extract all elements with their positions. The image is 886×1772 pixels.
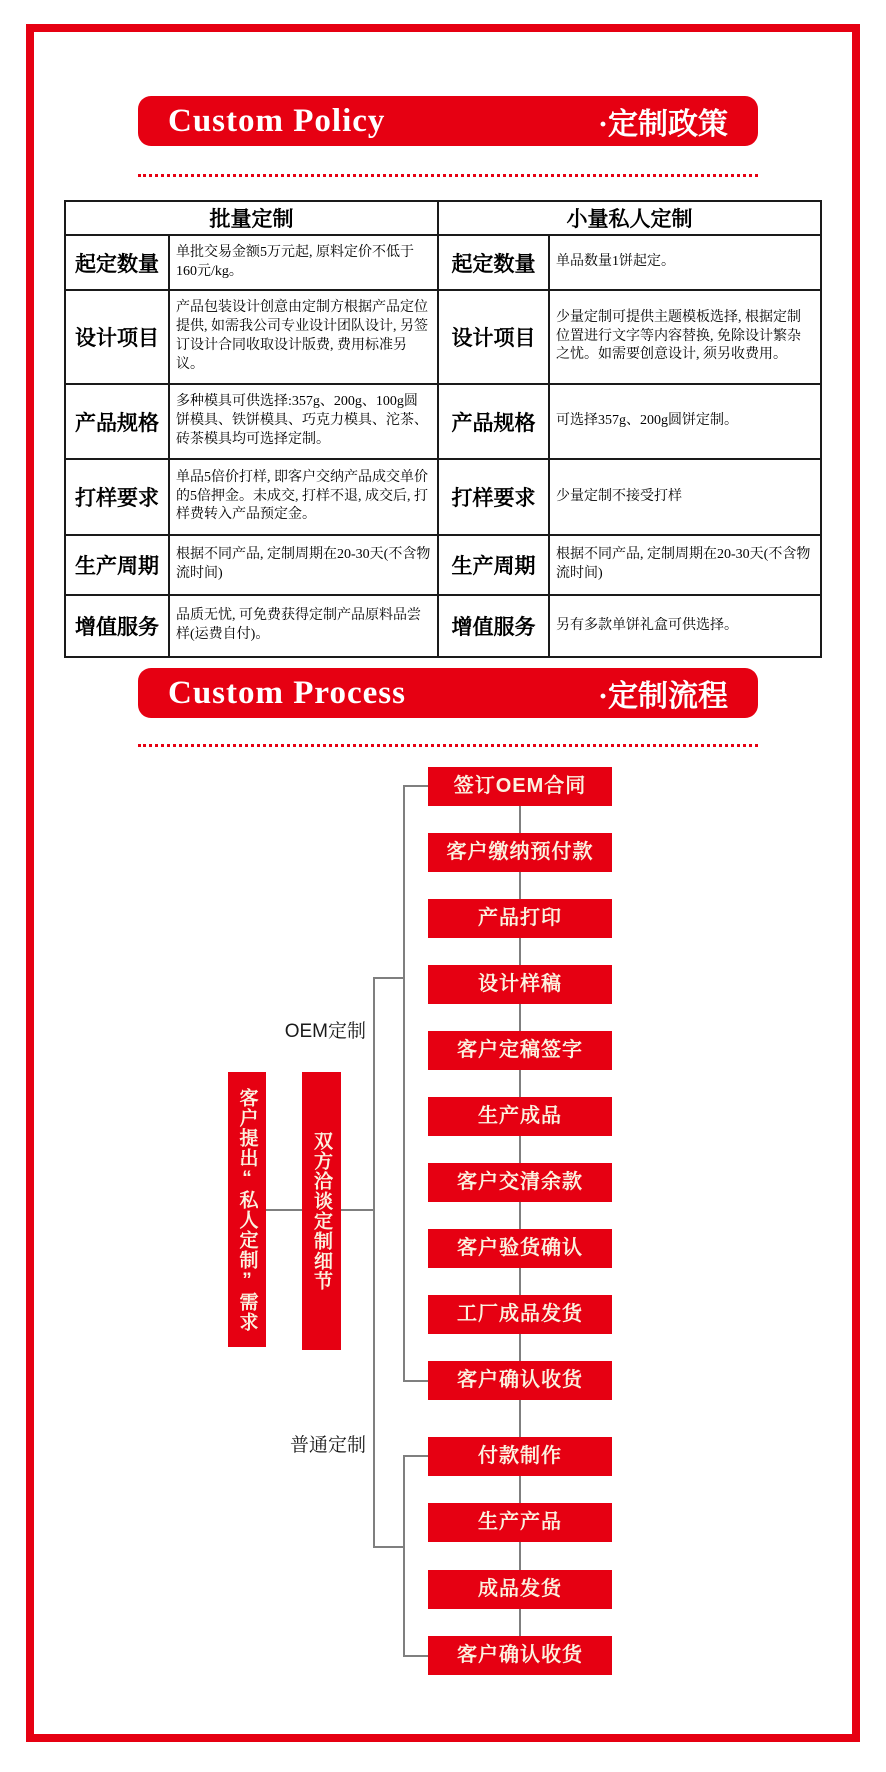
flow-step: 客户确认收货 bbox=[428, 1636, 612, 1675]
batch-cell: 品质无忧, 可免费获得定制产品原料品尝样(运费自付)。 bbox=[169, 595, 438, 657]
small-cell: 少量定制可提供主题模板选择, 根据定制位置进行文字等内容替换, 免除设计繁杂之忧。如需要创意设计, 须另收费用。 bbox=[549, 290, 821, 384]
process-banner-en: Custom Process bbox=[168, 674, 406, 711]
flow-step: 生产成品 bbox=[428, 1097, 612, 1136]
start-to-negotiate-line bbox=[266, 1209, 302, 1211]
normal-bracket-bottom-stub bbox=[403, 1655, 429, 1657]
small-cell: 单品数量1饼起定。 bbox=[549, 235, 821, 290]
row-label: 产品规格 bbox=[65, 384, 169, 459]
row-label: 增值服务 bbox=[65, 595, 169, 657]
main-branch-top-stub bbox=[373, 977, 405, 979]
oem-bracket-bottom-stub bbox=[403, 1380, 429, 1382]
main-branch-bottom-stub bbox=[373, 1546, 405, 1548]
small-column-header: 小量私人定制 bbox=[438, 201, 821, 235]
flow-step: 客户确认收货 bbox=[428, 1361, 612, 1400]
batch-cell: 多种模具可供选择:357g、200g、100g圆饼模具、铁饼模具、巧克力模具、沱茶、砖茶模具均可选择定制。 bbox=[169, 384, 438, 459]
row-label: 增值服务 bbox=[438, 595, 549, 657]
process-banner-zh: ·定制流程 bbox=[597, 680, 728, 713]
batch-cell: 单品5倍价打样, 即客户交纳产品成交单价的5倍押金。未成交, 打样不退, 成交后, 打样费转入产品预定金。 bbox=[169, 459, 438, 535]
negotiate-box: 双方洽谈定制细节 bbox=[302, 1072, 341, 1350]
small-cell: 可选择357g、200g圆饼定制。 bbox=[549, 384, 821, 459]
row-label: 产品规格 bbox=[438, 384, 549, 459]
oem-branch-label: OEM定制 bbox=[284, 1021, 366, 1042]
row-label: 设计项目 bbox=[438, 290, 549, 384]
small-cell: 另有多款单饼礼盒可供选择。 bbox=[549, 595, 821, 657]
row-label: 生产周期 bbox=[438, 535, 549, 595]
normal-bracket-top-stub bbox=[403, 1455, 429, 1457]
oem-bracket-line bbox=[403, 786, 405, 1382]
flow-step: 付款制作 bbox=[428, 1437, 612, 1476]
flow-step: 成品发货 bbox=[428, 1570, 612, 1609]
main-branch-line bbox=[373, 978, 375, 1548]
policy-banner-en: Custom Policy bbox=[168, 102, 386, 139]
flow-step: 客户缴纳预付款 bbox=[428, 833, 612, 872]
flow-step: 生产产品 bbox=[428, 1503, 612, 1542]
small-cell: 根据不同产品, 定制周期在20-30天(不含物流时间) bbox=[549, 535, 821, 595]
flow-step: 签订OEM合同 bbox=[428, 767, 612, 806]
flow-step: 客户定稿签字 bbox=[428, 1031, 612, 1070]
row-label: 起定数量 bbox=[65, 235, 169, 290]
negotiate-to-branch-line bbox=[341, 1209, 374, 1211]
batch-column-header: 批量定制 bbox=[65, 201, 438, 235]
row-label: 起定数量 bbox=[438, 235, 549, 290]
flow-step: 设计样稿 bbox=[428, 965, 612, 1004]
oem-bracket-top-stub bbox=[403, 785, 429, 787]
flow-step: 客户验货确认 bbox=[428, 1229, 612, 1268]
flow-step: 客户交清余款 bbox=[428, 1163, 612, 1202]
batch-cell: 单批交易金额5万元起, 原料定价不低于160元/kg。 bbox=[169, 235, 438, 290]
small-cell: 少量定制不接受打样 bbox=[549, 459, 821, 535]
batch-cell: 产品包装设计创意由定制方根据产品定位提供, 如需我公司专业设计团队设计, 另签订设计合同收取设计版费, 费用标准另议。 bbox=[169, 290, 438, 384]
normal-bracket-line bbox=[403, 1456, 405, 1657]
flow-step: 工厂成品发货 bbox=[428, 1295, 612, 1334]
row-label: 生产周期 bbox=[65, 535, 169, 595]
flow-step: 产品打印 bbox=[428, 899, 612, 938]
normal-branch-label: 普通定制 bbox=[289, 1435, 366, 1456]
row-label: 打样要求 bbox=[65, 459, 169, 535]
policy-banner-zh: ·定制政策 bbox=[597, 108, 728, 141]
row-label: 设计项目 bbox=[65, 290, 169, 384]
batch-cell: 根据不同产品, 定制周期在20-30天(不含物流时间) bbox=[169, 535, 438, 595]
row-label: 打样要求 bbox=[438, 459, 549, 535]
start-box: 客户提出“私人定制”需求 bbox=[228, 1072, 266, 1347]
